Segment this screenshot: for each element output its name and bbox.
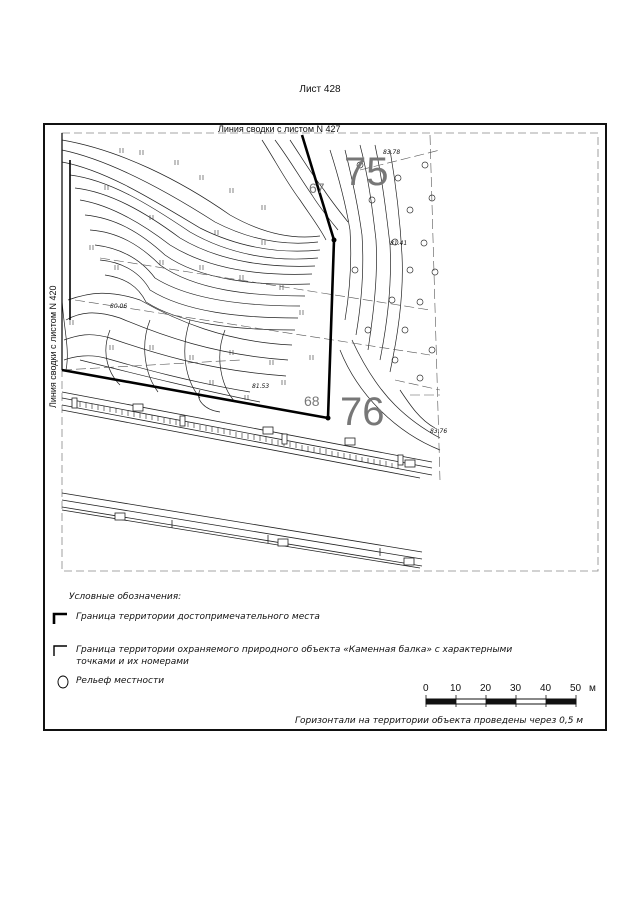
point-number: 68 [304, 393, 320, 409]
scale-tick-label: 40 [540, 683, 552, 694]
elevation-label: 80.06 [110, 303, 128, 310]
scale-tick-label: 30 [510, 683, 522, 694]
contour-interval-note: Горизонтали на территории объекта проведены через 0,5 м [295, 716, 584, 726]
junction-left-label: Линия сводки с листом N 420 [48, 285, 58, 408]
legend-item-protected-boundary: Граница территории охраняемого природного объекта «Каменная балка» с характерными точками и их номерами [76, 645, 513, 667]
legend-title: Условные обозначения: [69, 592, 182, 602]
junction-top-label: Линия сводки с листом N 427 [218, 124, 341, 134]
scale-tick-label: 10 [450, 683, 462, 694]
legend-relief-icon [58, 676, 68, 688]
elevation-label: 81.41 [390, 240, 408, 247]
legend-item-relief: Рельеф местности [76, 676, 165, 686]
boundary-point [326, 416, 331, 421]
legend-symbols [54, 614, 68, 688]
scale-tick-label: 20 [480, 683, 492, 694]
legend-thin-line-icon [54, 646, 67, 656]
legend-bold-line-icon [54, 614, 67, 624]
point-number: 75 [344, 150, 389, 194]
elevation-label: 83.78 [383, 149, 401, 156]
boundary-point [332, 238, 337, 243]
landmark-boundary [62, 135, 334, 418]
legend-item-landmark-boundary: Граница территории достопримечательного места [76, 612, 320, 622]
elevation-label: 83.76 [430, 428, 448, 435]
road-lower [62, 493, 422, 568]
scale-tick-label: 50 [570, 683, 582, 694]
road-lower-posts [172, 520, 380, 556]
scale-tick-label: 0 [423, 683, 429, 694]
elevation-label: 81.53 [252, 383, 270, 390]
scale-unit: м [589, 683, 596, 694]
point-number: 67 [309, 180, 325, 196]
scale-bar [426, 695, 576, 707]
point-number: 76 [340, 390, 385, 434]
sheet-title: Лист 428 [299, 84, 341, 95]
